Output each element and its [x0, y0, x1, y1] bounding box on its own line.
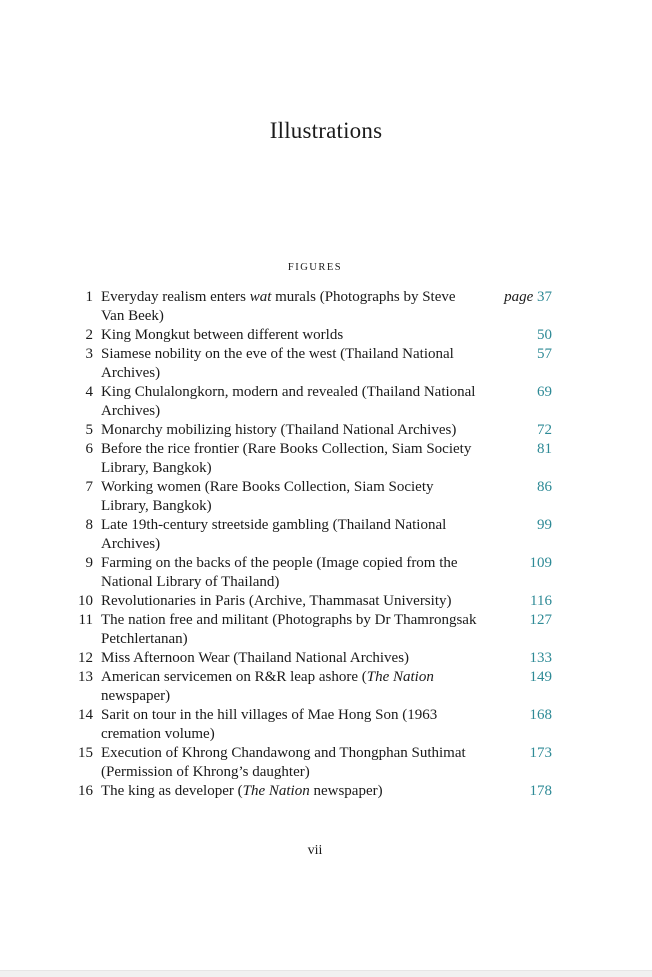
figure-caption: [101, 421, 482, 440]
page-number-value: 50: [537, 327, 552, 343]
page-number-value: 149: [529, 669, 552, 685]
figure-page-number: [537, 326, 552, 345]
page-number-value: 99: [537, 517, 552, 533]
caption-text-after: murals (Photographs by Steve Van Beek): [101, 289, 456, 324]
caption-text: Farming on the backs of the people (Image copied from the National Library of Thailand): [101, 555, 458, 590]
figure-page-number: [530, 706, 553, 725]
caption-text: Siamese nobility on the eve of the west (Thailand National Archives): [101, 346, 454, 381]
figure-page-number: [537, 383, 552, 402]
figure-number: 10: [78, 593, 93, 609]
figure-row: [74, 421, 554, 440]
caption-text-after: newspaper): [309, 783, 383, 799]
figure-page-number: [530, 744, 553, 763]
figure-row: [74, 383, 554, 421]
figure-caption: [101, 440, 482, 478]
figure-page-number: [537, 478, 552, 497]
page-title: Illustrations: [269, 118, 383, 143]
caption-text: The king as developer (: [101, 783, 243, 799]
figure-number: 3: [85, 346, 93, 362]
figure-caption: [101, 592, 482, 611]
figure-row: [74, 345, 554, 383]
figure-number: 5: [85, 422, 93, 438]
figure-page-number: [530, 592, 552, 611]
figure-row: [74, 782, 554, 801]
caption-text: King Chulalongkorn, modern and revealed (Thailand National Archives): [101, 384, 476, 419]
figure-page-number: [530, 611, 553, 630]
figure-page-number: [530, 668, 553, 687]
page-number-value: 37: [537, 289, 552, 305]
figure-row: [74, 668, 554, 706]
figure-row: [74, 706, 554, 744]
page-number-value: 178: [529, 783, 552, 799]
caption-text: Revolutionaries in Paris (Archive, Thammasat University): [101, 593, 452, 609]
figure-row: [74, 649, 554, 668]
page-word-label: page: [504, 289, 534, 305]
figure-caption: [101, 649, 482, 668]
figure-page-number: [530, 554, 553, 573]
figure-row: [74, 744, 554, 782]
section-label: FIGURES: [287, 262, 343, 273]
page-number-value: 57: [537, 346, 552, 362]
figure-number: 14: [78, 707, 93, 723]
figure-number: 8: [85, 517, 93, 533]
page-number-value: 133: [529, 650, 552, 666]
page-number-value: 81: [537, 441, 552, 457]
figure-caption: [101, 782, 482, 801]
caption-text: The nation free and militant (Photographs by Dr Thamrongsak Petchlertanan): [101, 612, 477, 647]
figure-page-number: [530, 782, 553, 801]
figure-row: [74, 592, 554, 611]
figure-number: 9: [85, 555, 93, 571]
figure-row: [74, 326, 554, 345]
figure-page-number: [537, 421, 552, 440]
figure-page-number: [537, 440, 552, 459]
page-number-value: 86: [537, 479, 552, 495]
figure-page-number: [504, 288, 552, 307]
figure-number: 1: [85, 289, 93, 305]
caption-text: Miss Afternoon Wear (Thailand National Archives): [101, 650, 410, 666]
figure-number: 7: [85, 479, 93, 495]
figure-number: 6: [85, 441, 93, 457]
figure-number: 16: [78, 783, 93, 799]
caption-italic: The Nation: [242, 783, 310, 799]
figure-page-number: [530, 649, 553, 668]
page-number-value: 127: [529, 612, 552, 628]
figure-caption: [101, 516, 482, 554]
figure-row: [74, 478, 554, 516]
page-number-value: 109: [529, 555, 552, 571]
caption-text: Sarit on tour in the hill villages of Mae Hong Son (1963 cremation volume): [101, 707, 438, 742]
figure-row: [74, 516, 554, 554]
figure-caption: [101, 744, 482, 782]
caption-text: American servicemen on R&R leap ashore (: [101, 669, 367, 685]
figure-number: 13: [78, 669, 93, 685]
figure-caption: [101, 554, 482, 592]
figure-number: 11: [78, 612, 93, 628]
caption-text-after: newspaper): [101, 688, 171, 704]
figure-list: [74, 288, 554, 801]
figure-number: 15: [78, 745, 93, 761]
caption-italic: wat: [249, 289, 272, 305]
figure-number: 4: [85, 384, 93, 400]
figure-caption: [101, 706, 482, 744]
figure-caption: [101, 288, 482, 326]
figure-number: 2: [85, 327, 93, 343]
caption-text: Everyday realism enters: [101, 289, 250, 305]
page-number-value: 72: [537, 422, 552, 438]
figure-row: [74, 611, 554, 649]
figure-row: [74, 288, 554, 326]
figure-number: 12: [78, 650, 93, 666]
caption-text: Working women (Rare Books Collection, Siam Society Library, Bangkok): [101, 479, 434, 514]
figure-caption: [101, 668, 482, 706]
page-number-value: 116: [530, 593, 552, 609]
figure-page-number: [537, 345, 552, 364]
caption-text: Before the rice frontier (Rare Books Collection, Siam Society Library, Bangkok): [101, 441, 472, 476]
caption-text: Late 19th-century streetside gambling (Thailand National Archives): [101, 517, 447, 552]
figure-caption: [101, 383, 482, 421]
page-number-value: 69: [537, 384, 552, 400]
figure-page-number: [537, 516, 552, 535]
figure-row: [74, 554, 554, 592]
caption-text: Monarchy mobilizing history (Thailand National Archives): [101, 422, 457, 438]
figure-caption: [101, 345, 482, 383]
page-number-value: 173: [529, 745, 552, 761]
figure-caption: [101, 478, 482, 516]
page-number-value: 168: [529, 707, 552, 723]
figure-caption: [101, 611, 482, 649]
figure-caption: [101, 326, 482, 345]
caption-text: Execution of Khrong Chandawong and Thongphan Suthimat (Permission of Khrong’s daughter): [101, 745, 466, 780]
page-folio: vii: [307, 843, 323, 858]
caption-text: King Mongkut between different worlds: [101, 327, 344, 343]
figure-row: [74, 440, 554, 478]
caption-italic: The Nation: [366, 669, 434, 685]
